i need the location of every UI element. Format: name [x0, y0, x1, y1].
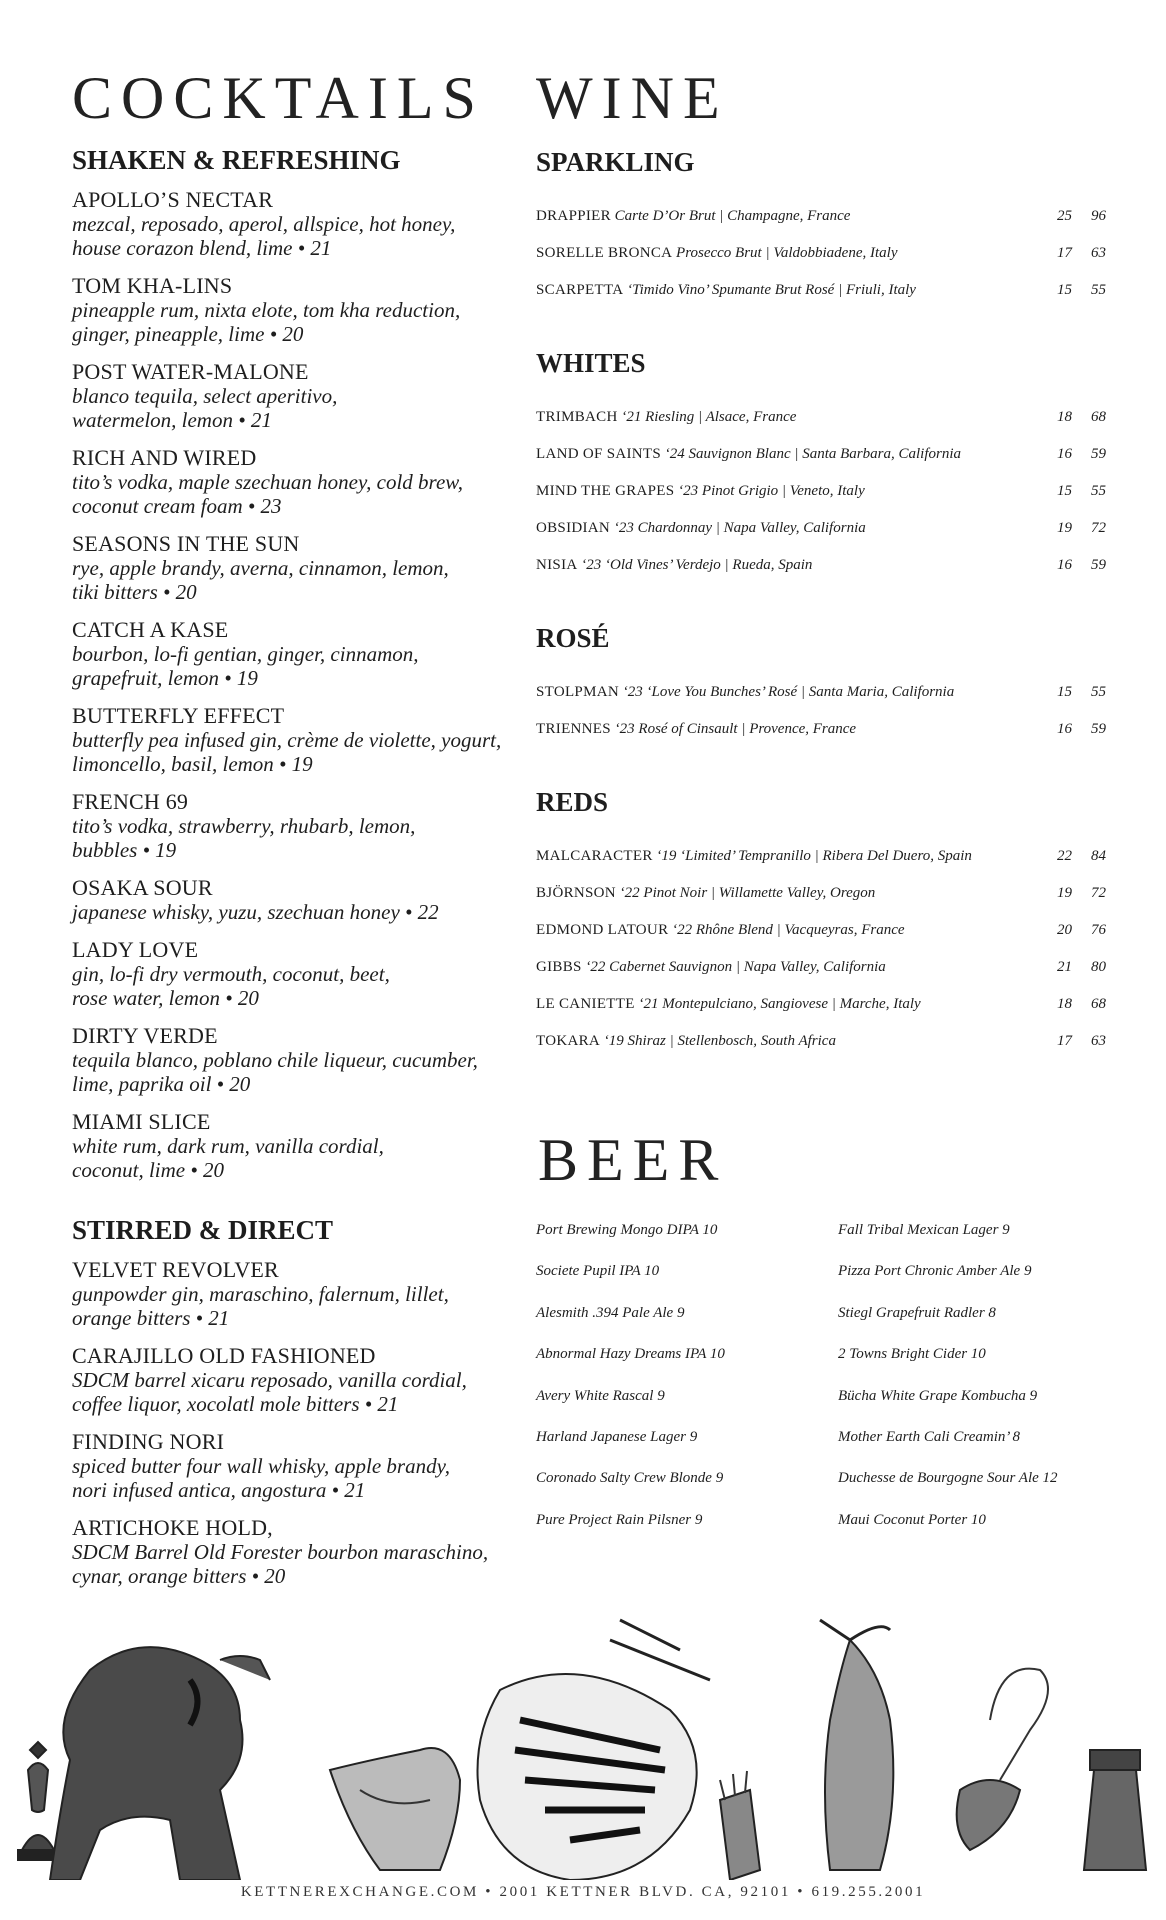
- wine-section: [536, 622, 1106, 748]
- wine-glass-price: 16: [1057, 721, 1072, 737]
- cocktail-name: CARAJILLO OLD FASHIONED: [72, 1343, 376, 1368]
- wine-detail: ‘22 Rhône Blend | Vacqueyras, France: [672, 922, 905, 938]
- cocktail-description: limoncello, basil, lemon • 19: [72, 752, 313, 776]
- cocktail-item: [72, 274, 532, 346]
- wine-detail: Prosecco Brut | Valdobbiadene, Italy: [676, 245, 898, 261]
- cocktail-description: pineapple rum, nixta elote, tom kha reduction,: [72, 298, 461, 322]
- cocktail-name: FRENCH 69: [72, 789, 189, 814]
- wine-sections: [536, 146, 1106, 1060]
- cocktail-description: rye, apple brandy, averna, cinnamon, lemon,: [72, 556, 449, 580]
- cocktail-item: [72, 1516, 532, 1588]
- wine-row: [536, 272, 1106, 309]
- cocktail-item: [72, 1258, 532, 1330]
- wine-producer: LAND OF SAINTS: [536, 446, 662, 462]
- wine-glass-price: 17: [1057, 245, 1072, 261]
- cocktail-item: [72, 1430, 532, 1502]
- beer-item: Harland Japanese Lager 9: [536, 1428, 698, 1445]
- wine-column: [536, 62, 1106, 1098]
- beer-header: [538, 1124, 727, 1196]
- wine-bottle-price: 68: [1091, 996, 1106, 1012]
- wine-row: [536, 399, 1106, 436]
- cocktail-description: coconut cream foam • 23: [72, 494, 282, 518]
- cocktail-description: house corazon blend, lime • 21: [72, 236, 332, 260]
- wine-detail: ‘21 Riesling | Alsace, France: [621, 409, 797, 425]
- wine-glass-price: 21: [1057, 959, 1072, 975]
- shaken-list: [72, 188, 532, 1182]
- wine-section-heading: SPARKLING: [536, 147, 695, 177]
- beer-item: Avery White Rascal 9: [536, 1387, 665, 1404]
- wine-glass-price: 19: [1057, 885, 1072, 901]
- cocktail-description: orange bitters • 21: [72, 1306, 230, 1330]
- wine-row: [536, 875, 1106, 912]
- beer-item: 2 Towns Bright Cider 10: [838, 1346, 986, 1363]
- wine-label: [536, 1023, 1038, 1060]
- beer-item: Port Brewing Mongo DIPA 10: [536, 1222, 718, 1238]
- wine-detail: ‘23 ‘Love You Bunches’ Rosé | Santa Maria, California: [622, 684, 955, 700]
- wine-list: [536, 198, 1106, 309]
- wine-detail: ‘19 ‘Limited’ Tempranillo | Ribera Del Duero, Spain: [656, 848, 972, 864]
- cocktail-description: SDCM barrel xicaru reposado, vanilla cordial,: [72, 1368, 467, 1392]
- wine-producer: BJÖRNSON: [536, 885, 616, 901]
- cocktail-description: butterfly pea infused gin, crème de violette, yogurt,: [72, 728, 502, 752]
- wine-producer: TRIENNES: [536, 721, 611, 737]
- wine-label: [536, 949, 1038, 986]
- cocktail-description: coconut, lime • 20: [72, 1158, 224, 1182]
- beer-item: Bücha White Grape Kombucha 9: [838, 1387, 1038, 1404]
- wine-section: [536, 146, 1106, 309]
- beer-item: Mother Earth Cali Creamin’ 8: [838, 1428, 1020, 1445]
- wine-glass-price: 19: [1057, 520, 1072, 536]
- beer-item: Fall Tribal Mexican Lager 9: [838, 1222, 1010, 1238]
- cocktail-name: CATCH A KASE: [72, 617, 229, 642]
- beer-item: Duchesse de Bourgogne Sour Ale 12: [838, 1470, 1058, 1487]
- wine-bottle-price: 59: [1091, 557, 1106, 573]
- wine-detail: ‘23 Chardonnay | Napa Valley, California: [613, 520, 866, 536]
- beer-item: Alesmith .394 Pale Ale 9: [536, 1304, 685, 1321]
- wine-label: [536, 436, 1038, 473]
- cocktails-column: [72, 62, 532, 1602]
- wine-bottle-price: 63: [1091, 245, 1106, 261]
- cocktail-description: ginger, pineapple, lime • 20: [72, 322, 304, 346]
- cocktail-name: VELVET REVOLVER: [72, 1257, 279, 1282]
- cocktail-item: [72, 188, 532, 260]
- wine-bottle-price: 55: [1091, 684, 1106, 700]
- wine-detail: ‘22 Cabernet Sauvignon | Napa Valley, California: [585, 959, 886, 975]
- wine-detail: ‘21 Montepulciano, Sangiovese | Marche, Italy: [638, 996, 921, 1012]
- cocktail-description: spiced butter four wall whisky, apple brandy,: [72, 1454, 450, 1478]
- beer-item: Pure Project Rain Pilsner 9: [536, 1511, 703, 1528]
- cocktail-name: OSAKA SOUR: [72, 875, 213, 900]
- cocktail-name: FINDING NORI: [72, 1429, 225, 1454]
- chess-rook-icon: [1084, 1750, 1146, 1870]
- zebra-icon: [478, 1620, 711, 1880]
- wine-glass-price: 25: [1057, 208, 1072, 224]
- wine-row: [536, 547, 1106, 584]
- cocktail-name: RICH AND WIRED: [72, 445, 257, 470]
- wine-section-heading: WHITES: [536, 348, 646, 378]
- beer-item: Stiegl Grapefruit Radler 8: [838, 1304, 996, 1321]
- cocktails-title: COCKTAILS: [72, 65, 485, 131]
- cocktail-name: DIRTY VERDE: [72, 1023, 218, 1048]
- cocktail-description: nori infused antica, angostura • 21: [72, 1478, 366, 1502]
- shoe-icon: [330, 1748, 460, 1870]
- wine-producer: MALCARACTER: [536, 848, 653, 864]
- wine-list: [536, 674, 1106, 748]
- wine-label: [536, 674, 1038, 711]
- beer-title: BEER: [538, 1127, 728, 1193]
- beer-item: Coronado Salty Crew Blonde 9: [536, 1470, 724, 1487]
- wine-bottle-price: 59: [1091, 721, 1106, 737]
- wine-glass-price: 16: [1057, 446, 1072, 462]
- cocktail-description: gunpowder gin, maraschino, falernum, lillet,: [72, 1282, 449, 1306]
- wine-section-heading: ROSÉ: [536, 623, 610, 653]
- wine-bottle-price: 80: [1091, 959, 1106, 975]
- cocktail-name: MIAMI SLICE: [72, 1109, 211, 1134]
- wine-label: [536, 272, 1038, 309]
- wine-label: [536, 912, 1038, 949]
- wine-label: [536, 399, 1038, 436]
- wine-label: [536, 711, 1038, 748]
- wine-producer: MIND THE GRAPES: [536, 483, 675, 499]
- cocktail-item: [72, 876, 532, 924]
- shaken-heading: SHAKEN & REFRESHING: [72, 145, 401, 175]
- wine-row: [536, 510, 1106, 547]
- cocktail-item: [72, 704, 532, 776]
- wine-glass-price: 16: [1057, 557, 1072, 573]
- bear-icon: [50, 1647, 270, 1880]
- cocktail-name: LADY LOVE: [72, 937, 199, 962]
- wine-bottle-price: 68: [1091, 409, 1106, 425]
- cocktail-description: rose water, lemon • 20: [72, 986, 259, 1010]
- cocktail-item: [72, 360, 532, 432]
- beer-item: Abnormal Hazy Dreams IPA 10: [536, 1346, 725, 1363]
- cocktail-description: lime, paprika oil • 20: [72, 1072, 251, 1096]
- wine-producer: NISIA: [536, 557, 578, 573]
- wine-producer: TRIMBACH: [536, 409, 618, 425]
- cocktail-description: tiki bitters • 20: [72, 580, 197, 604]
- wine-bottle-price: 72: [1091, 520, 1106, 536]
- cocktail-name: POST WATER-MALONE: [72, 359, 309, 384]
- cocktail-description: SDCM Barrel Old Forester bourbon maraschino,: [72, 1540, 489, 1564]
- wine-producer: EDMOND LATOUR: [536, 922, 669, 938]
- beer-item: Pizza Port Chronic Amber Ale 9: [838, 1263, 1032, 1280]
- wine-row: [536, 838, 1106, 875]
- stirred-list: [72, 1258, 532, 1588]
- cocktail-item: [72, 446, 532, 518]
- cocktail-description: watermelon, lemon • 21: [72, 408, 272, 432]
- wine-producer: OBSIDIAN: [536, 520, 611, 536]
- cocktail-description: mezcal, reposado, aperol, allspice, hot honey,: [72, 212, 456, 236]
- cocktail-description: blanco tequila, select aperitivo,: [72, 384, 338, 408]
- wine-row: [536, 436, 1106, 473]
- wine-producer: LE CANIETTE: [536, 996, 635, 1012]
- wine-label: [536, 510, 1038, 547]
- wine-glass-price: 22: [1057, 848, 1072, 864]
- cocktail-item: [72, 938, 532, 1010]
- cocktail-description: cynar, orange bitters • 20: [72, 1564, 286, 1588]
- tuna-icon: [820, 1620, 893, 1870]
- cocktail-item: [72, 1024, 532, 1096]
- wine-glass-price: 20: [1057, 922, 1072, 938]
- cocktail-description: japanese whisky, yuzu, szechuan honey • 22: [72, 900, 439, 924]
- cocktail-description: white rum, dark rum, vanilla cordial,: [72, 1134, 384, 1158]
- wine-bottle-price: 55: [1091, 483, 1106, 499]
- brush-icon: [720, 1771, 760, 1880]
- footer-contact: KETTNEREXCHANGE.COM • 2001 KETTNER BLVD. CA, 92101 • 619.255.2001: [240, 1884, 926, 1900]
- wine-label: [536, 473, 1038, 510]
- cocktail-description: bourbon, lo-fi gentian, ginger, cinnamon,: [72, 642, 419, 666]
- wine-glass-price: 18: [1057, 409, 1072, 425]
- wine-row: [536, 1023, 1106, 1060]
- wine-detail: ‘19 Shiraz | Stellenbosch, South Africa: [603, 1033, 836, 1049]
- wine-detail: ‘Timido Vino’ Spumante Brut Rosé | Friuli, Italy: [627, 282, 916, 298]
- cocktail-name: ARTICHOKE HOLD,: [72, 1515, 273, 1540]
- wine-section-heading: REDS: [536, 787, 609, 817]
- cocktail-description: grapefruit, lemon • 19: [72, 666, 258, 690]
- wine-producer: SCARPETTA: [536, 282, 624, 298]
- wine-bottle-price: 76: [1091, 922, 1106, 938]
- wine-row: [536, 235, 1106, 272]
- wine-detail: ‘23 Rosé of Cinsault | Provence, France: [614, 721, 857, 737]
- wine-section: [536, 347, 1106, 584]
- wine-detail: ‘23 ‘Old Vines’ Verdejo | Rueda, Spain: [581, 557, 813, 573]
- wine-bottle-price: 96: [1091, 208, 1106, 224]
- wine-label: [536, 547, 1038, 584]
- cocktail-name: APOLLO’S NECTAR: [72, 187, 274, 212]
- wine-producer: STOLPMAN: [536, 684, 619, 700]
- wine-label: [536, 198, 1038, 235]
- cocktail-description: coffee liquor, xocolatl mole bitters • 21: [72, 1392, 399, 1416]
- stirred-heading: STIRRED & DIRECT: [72, 1215, 334, 1245]
- beer-item: Societe Pupil IPA 10: [536, 1263, 660, 1280]
- lure-icon: [957, 1669, 1048, 1850]
- beer-item: Maui Coconut Porter 10: [838, 1511, 986, 1528]
- wine-producer: TOKARA: [536, 1033, 601, 1049]
- cocktail-description: tequila blanco, poblano chile liqueur, cucumber,: [72, 1048, 478, 1072]
- wine-glass-price: 18: [1057, 996, 1072, 1012]
- wine-bottle-price: 84: [1091, 848, 1106, 864]
- wine-list: [536, 838, 1106, 1060]
- cocktail-description: bubbles • 19: [72, 838, 177, 862]
- wine-detail: Carte D’Or Brut | Champagne, France: [614, 208, 851, 224]
- cocktail-item: [72, 790, 532, 862]
- chess-king-icon: [18, 1742, 58, 1860]
- wine-detail: ‘24 Sauvignon Blanc | Santa Barbara, California: [664, 446, 961, 462]
- wine-label: [536, 986, 1038, 1023]
- wine-glass-price: 15: [1057, 483, 1072, 499]
- wine-bottle-price: 55: [1091, 282, 1106, 298]
- wine-row: [536, 198, 1106, 235]
- wine-glass-price: 15: [1057, 282, 1072, 298]
- wine-row: [536, 949, 1106, 986]
- cocktail-description: gin, lo-fi dry vermouth, coconut, beet,: [72, 962, 390, 986]
- wine-list: [536, 399, 1106, 584]
- wine-bottle-price: 59: [1091, 446, 1106, 462]
- wine-bottle-price: 63: [1091, 1033, 1106, 1049]
- wine-row: [536, 986, 1106, 1023]
- wine-row: [536, 912, 1106, 949]
- wine-producer: DRAPPIER: [536, 208, 611, 224]
- wine-detail: ‘23 Pinot Grigio | Veneto, Italy: [678, 483, 865, 499]
- wine-title: WINE: [536, 65, 729, 131]
- wine-detail: ‘22 Pinot Noir | Willamette Valley, Oregon: [619, 885, 876, 901]
- cocktail-name: BUTTERFLY EFFECT: [72, 703, 285, 728]
- cocktail-item: [72, 618, 532, 690]
- cocktail-name: SEASONS IN THE SUN: [72, 531, 300, 556]
- cocktail-item: [72, 1110, 532, 1182]
- engraving-illustration: [0, 1610, 1166, 1880]
- wine-glass-price: 15: [1057, 684, 1072, 700]
- cocktail-name: TOM KHA-LINS: [72, 273, 233, 298]
- wine-label: [536, 875, 1038, 912]
- wine-label: [536, 838, 1038, 875]
- wine-producer: SORELLE BRONCA: [536, 245, 673, 261]
- wine-bottle-price: 72: [1091, 885, 1106, 901]
- wine-label: [536, 235, 1038, 272]
- cocktail-description: tito’s vodka, strawberry, rhubarb, lemon,: [72, 814, 416, 838]
- wine-row: [536, 674, 1106, 711]
- cocktail-description: tito’s vodka, maple szechuan honey, cold brew,: [72, 470, 463, 494]
- wine-row: [536, 711, 1106, 748]
- cocktail-item: [72, 1344, 532, 1416]
- wine-producer: GIBBS: [536, 959, 582, 975]
- wine-row: [536, 473, 1106, 510]
- wine-glass-price: 17: [1057, 1033, 1072, 1049]
- wine-section: [536, 786, 1106, 1060]
- beer-list: [536, 1210, 1096, 1541]
- cocktail-item: [72, 532, 532, 604]
